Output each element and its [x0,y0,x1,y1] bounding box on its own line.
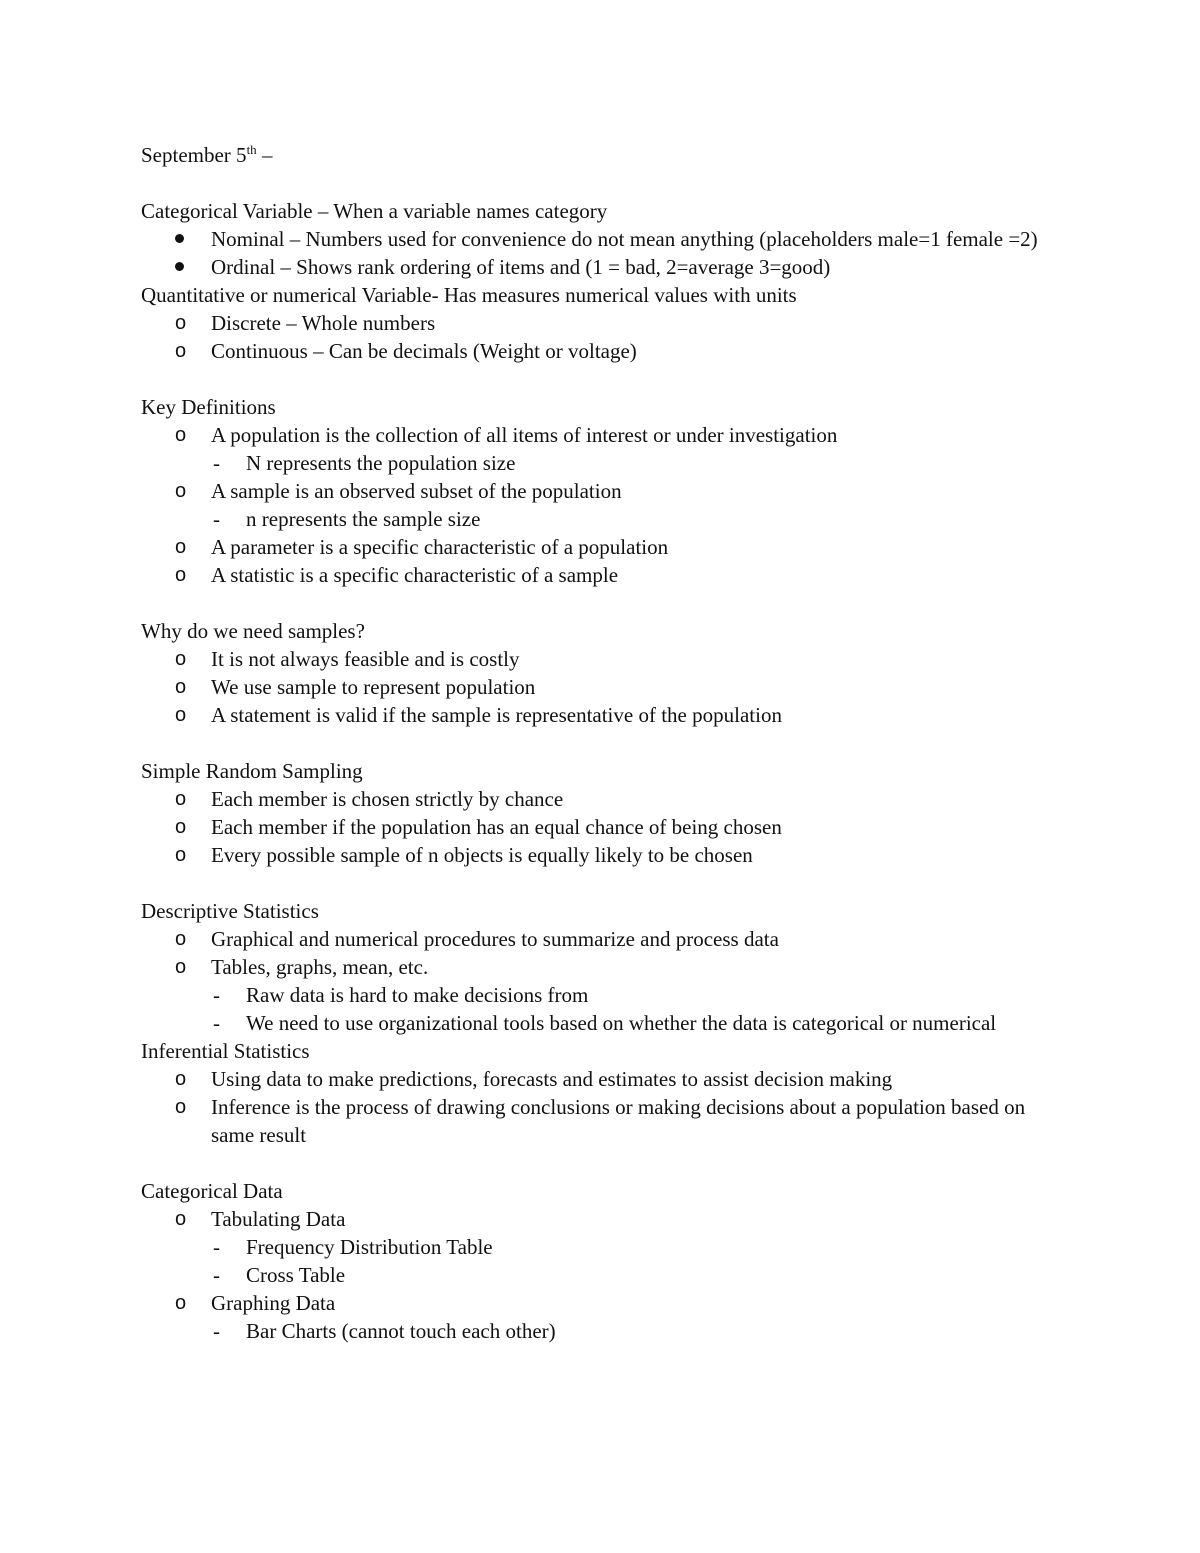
title-superscript: th [246,142,257,157]
list-item-text: A population is the collection of all items of interest or under investigation [211,423,838,447]
notes-section [141,897,1061,1037]
section-heading: Inferential Statistics [141,1039,310,1063]
dash-bullet-icon: - [213,451,220,475]
notes-section [141,197,1061,281]
bullet-list [141,1205,1061,1345]
dash-bullet-icon: - [213,1319,220,1343]
dash-bullet-icon: - [213,1011,220,1035]
section-heading: Simple Random Sampling [141,759,363,783]
sub-list-item [211,1261,1061,1289]
list-item [141,1065,1061,1093]
list-item [141,1205,1061,1289]
list-item-text: Inference is the process of drawing conclusions or making decisions about a population based on same result [211,1095,1026,1147]
notes-section [141,1037,1061,1149]
sub-list-item-text: N represents the population size [246,451,516,475]
list-item-text: Continuous – Can be decimals (Weight or voltage) [211,339,637,363]
circle-bullet-icon: o [175,536,187,558]
document-page [141,141,1061,1345]
circle-bullet-icon: o [175,312,187,334]
list-item-text: Nominal – Numbers used for convenience do not mean anything (placeholders male=1 female =2) [211,227,1038,251]
circle-bullet-icon: o [175,424,187,446]
circle-bullet-icon: o [175,788,187,810]
dash-bullet-icon: - [213,1235,220,1259]
notes-section [141,617,1061,729]
page-title [141,141,1061,169]
sub-list-item [211,1233,1061,1261]
sub-list-item-text: We need to use organizational tools based on whether the data is categorical or numerical [246,1011,997,1035]
sub-list-item [211,981,1061,1009]
blank-line [141,365,1061,393]
sub-list [211,449,1061,477]
section-heading: Why do we need samples? [141,619,365,643]
notes-section [141,757,1061,869]
list-item [141,701,1061,729]
sub-list-item-text: Bar Charts (cannot touch each other) [246,1319,556,1343]
bullet-list [141,309,1061,365]
notes-body [141,197,1061,1345]
filled-circle-icon [175,234,184,243]
section-heading: Descriptive Statistics [141,899,319,923]
dash-bullet-icon: - [213,983,220,1007]
section-heading: Categorical Data [141,1179,283,1203]
list-item-text: Each member if the population has an equal chance of being chosen [211,815,782,839]
bullet-list [141,1065,1061,1149]
list-item [141,953,1061,1037]
circle-bullet-icon: o [175,844,187,866]
list-item [141,477,1061,533]
circle-bullet-icon: o [175,676,187,698]
list-item-text: A parameter is a specific characteristic of a population [211,535,669,559]
list-item [141,645,1061,673]
sub-list [211,1317,1061,1345]
dash-bullet-icon: - [213,507,220,531]
circle-bullet-icon: o [175,1096,187,1118]
sub-list-item-text: Raw data is hard to make decisions from [246,983,589,1007]
circle-bullet-icon: o [175,816,187,838]
sub-list-item-text: Cross Table [246,1263,346,1287]
list-item-text: Tables, graphs, mean, etc. [211,955,429,979]
list-item-text: Using data to make predictions, forecasts and estimates to assist decision making [211,1067,893,1091]
sub-list-item-text: Frequency Distribution Table [246,1235,493,1259]
blank-line [141,869,1061,897]
bullet-list [141,421,1061,589]
circle-bullet-icon: o [175,564,187,586]
bullet-dot-icon [175,253,195,281]
list-item-text: Each member is chosen strictly by chance [211,787,564,811]
list-item [141,337,1061,365]
list-item-text: Graphical and numerical procedures to summarize and process data [211,927,779,951]
list-item-text: Tabulating Data [211,1207,346,1231]
list-item [141,841,1061,869]
filled-circle-icon [175,262,184,271]
list-item [141,785,1061,813]
circle-bullet-icon: o [175,928,187,950]
bullet-dot-icon [175,225,195,253]
bullet-list [141,925,1061,1037]
list-item-text: We use sample to represent population [211,675,536,699]
blank-line [141,1149,1061,1177]
circle-bullet-icon: o [175,1292,187,1314]
list-item [141,813,1061,841]
title-text: September 5 [141,143,247,167]
list-item [141,533,1061,561]
bullet-list [141,645,1061,729]
section-heading: Categorical Variable – When a variable names category [141,199,608,223]
list-item [141,673,1061,701]
dash-bullet-icon: - [213,1263,220,1287]
list-item-text: A statement is valid if the sample is representative of the population [211,703,782,727]
list-item-text: Ordinal – Shows rank ordering of items and (1 = bad, 2=average 3=good) [211,255,831,279]
notes-section [141,281,1061,365]
list-item-text: Every possible sample of n objects is equally likely to be chosen [211,843,753,867]
notes-section [141,393,1061,589]
sub-list-item [211,505,1061,533]
list-item-text: It is not always feasible and is costly [211,647,520,671]
circle-bullet-icon: o [175,648,187,670]
sub-list [211,981,1061,1037]
section-heading: Quantitative or numerical Variable- Has measures numerical values with units [141,283,797,307]
section-heading: Key Definitions [141,395,276,419]
sub-list-item-text: n represents the sample size [246,507,481,531]
list-item [141,253,1061,281]
sub-list-item [211,1009,1061,1037]
list-item [141,1093,1061,1149]
list-item-text: Discrete – Whole numbers [211,311,436,335]
notes-section [141,1177,1061,1345]
sub-list-item [211,1317,1061,1345]
list-item-text: A sample is an observed subset of the population [211,479,622,503]
list-item [141,225,1061,253]
list-item [141,1289,1061,1345]
list-item [141,561,1061,589]
list-item [141,421,1061,477]
list-item [141,309,1061,337]
bullet-list [141,225,1061,281]
circle-bullet-icon: o [175,480,187,502]
circle-bullet-icon: o [175,1208,187,1230]
list-item [141,925,1061,953]
circle-bullet-icon: o [175,340,187,362]
sub-list [211,505,1061,533]
list-item-text: A statistic is a specific characteristic of a sample [211,563,619,587]
circle-bullet-icon: o [175,956,187,978]
sub-list-item [211,449,1061,477]
title-dash: – [256,143,273,167]
bullet-list [141,785,1061,869]
sub-list [211,1233,1061,1289]
circle-bullet-icon: o [175,704,187,726]
blank-line [141,589,1061,617]
list-item-text: Graphing Data [211,1291,336,1315]
blank-line [141,729,1061,757]
circle-bullet-icon: o [175,1068,187,1090]
